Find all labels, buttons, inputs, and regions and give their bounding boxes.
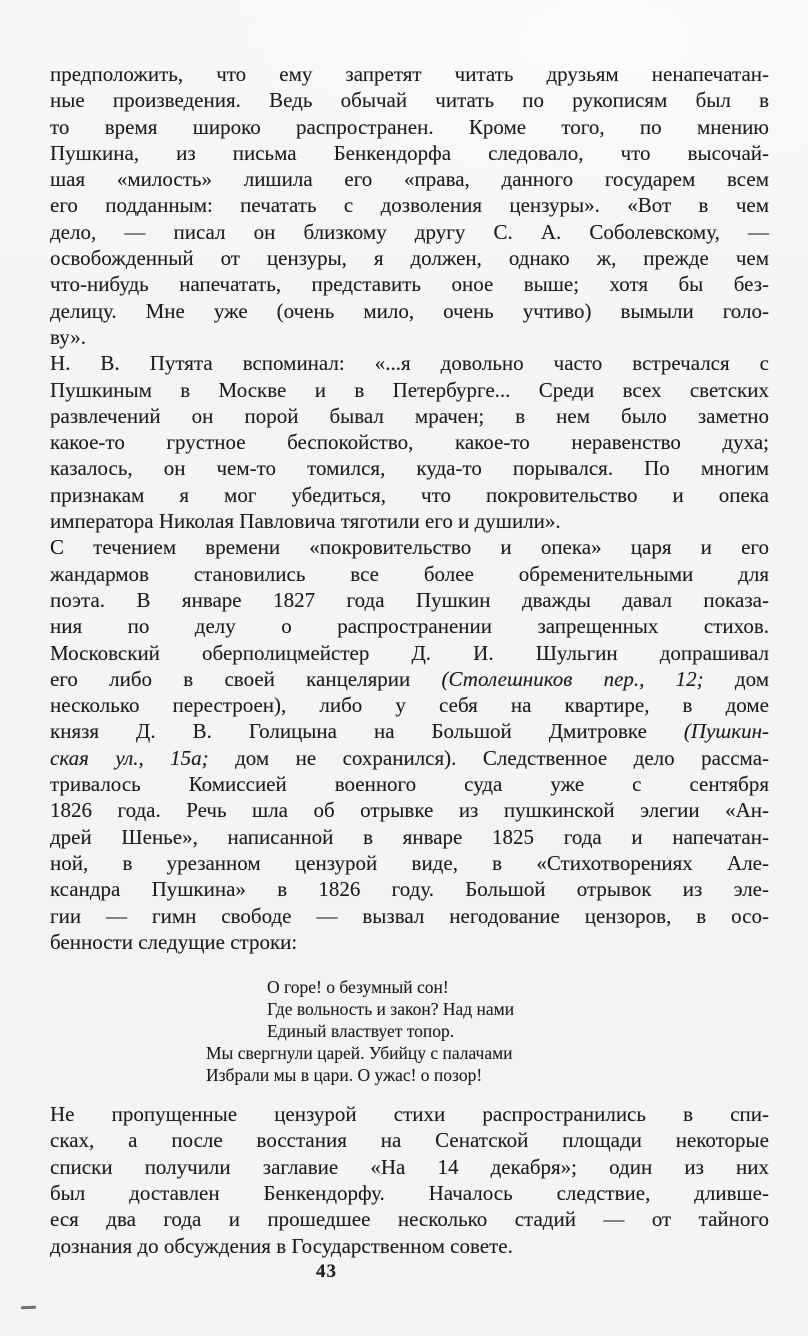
text-line	[50, 192, 769, 218]
text-line	[50, 771, 769, 797]
text-segment: Пушкиным в Москве и в Петербурге... Среди всех светских	[50, 377, 769, 402]
text-segment: дом не сохранился). Следственное дело рассма-	[208, 745, 770, 770]
italic-text-segment: (Столешников пер., 12;	[441, 666, 704, 691]
text-segment: несколько перестроен), либо у себя на квартире, в доме	[50, 693, 769, 718]
text-segment: какое-то грустное беспокойство, какое-то неравенство духа;	[50, 430, 769, 455]
text-line	[50, 613, 769, 639]
text-segment: 1826 года. Речь шла об отрывке из пушкинской элегии «Ан-	[50, 798, 769, 823]
paragraph-4	[50, 1101, 769, 1259]
text-segment: ния по делу о распространении запрещенных стихов.	[50, 614, 769, 639]
text-line	[50, 140, 769, 166]
text-line	[50, 114, 769, 140]
text-segment: гии — гимн свободе — вызвал негодование цензоров, в осо-	[50, 903, 769, 928]
verse-line	[206, 1020, 769, 1042]
text-segment: Мы свергнули царей. Убийцу с палачами	[206, 1043, 513, 1064]
text-line	[50, 350, 769, 376]
text-segment: Не пропущенные цензурой стихи распространились в спи-	[50, 1102, 769, 1127]
text-segment: предположить, что ему запретят читать друзьям ненапечатан-	[50, 62, 769, 86]
verse-block	[206, 976, 769, 1086]
text-segment: Московский оберполицмейстер Д. И. Шульгин допрашивал	[50, 640, 769, 665]
text-segment: поэта. В январе 1827 года Пушкин дважды давал показа-	[50, 587, 769, 612]
text-segment: Где вольность и закон? Над нами	[267, 999, 515, 1020]
text-line	[50, 876, 769, 902]
text-segment: О горе! о безумный сон!	[267, 977, 449, 998]
verse-line	[206, 998, 769, 1020]
text-segment: освобожденный от цензуры, я должен, однако ж, прежде чем	[50, 246, 769, 271]
italic-text-segment: (Пушкин-	[683, 719, 769, 744]
text-segment: жандармов становились все более обременительными для	[50, 561, 769, 586]
text-blocks	[50, 61, 769, 1259]
text-line	[50, 850, 769, 876]
text-segment: списки получили заглавие «На 14 декабря»; один из них	[50, 1154, 769, 1179]
scan-artifact-dash	[21, 1306, 36, 1310]
text-line	[50, 797, 769, 823]
text-line	[50, 1101, 769, 1127]
text-segment: шая «милость» лишила его «права, данного государем всем	[50, 167, 769, 192]
text-line	[50, 245, 769, 271]
text-segment: ные произведения. Ведь обычай читать по рукописям был в	[50, 88, 769, 113]
text-line	[50, 377, 769, 403]
text-line	[50, 745, 769, 771]
text-segment: признакам я мог убедиться, что покровительство и опека	[50, 482, 769, 507]
text-segment: еся два года и прошедшее несколько стадий — от тайного	[50, 1207, 769, 1232]
verse-line	[206, 1042, 769, 1064]
text-line	[50, 1180, 769, 1206]
text-segment: его подданным: печатать с дозволения цензуры». «Вот в чем	[50, 193, 769, 218]
paragraph-1	[50, 61, 769, 350]
text-segment: Единый властвует топор.	[267, 1021, 455, 1042]
text-line	[50, 324, 769, 350]
text-segment: что-нибудь напечатать, представить оное выше; хотя бы без-	[50, 272, 769, 297]
text-line	[50, 482, 769, 508]
paragraph-3	[50, 534, 769, 955]
text-segment: Избрали мы в цари. О ужас! о позор!	[206, 1065, 483, 1086]
text-line	[50, 561, 769, 587]
text-line	[50, 903, 769, 929]
verse-line	[206, 976, 769, 998]
text-line	[50, 534, 769, 560]
italic-text-segment: ская ул., 15а;	[50, 745, 209, 770]
text-segment: дело, — писал он близкому другу С. А. Соболевскому, —	[50, 219, 769, 244]
text-line	[50, 1233, 769, 1259]
verse-line	[206, 1064, 769, 1086]
text-line	[50, 1206, 769, 1232]
text-line	[50, 271, 769, 297]
text-line	[50, 166, 769, 192]
text-line	[50, 929, 769, 955]
text-line	[50, 692, 769, 718]
text-line	[50, 403, 769, 429]
paragraph-2	[50, 350, 769, 534]
text-line	[50, 429, 769, 455]
text-line	[50, 455, 769, 481]
text-segment: ной, в урезанном цензурой виде, в «Стихотворениях Але-	[50, 850, 769, 875]
text-segment: дом	[703, 666, 769, 691]
text-line	[50, 1127, 769, 1153]
text-line	[50, 587, 769, 613]
text-line	[50, 824, 769, 850]
text-line	[50, 87, 769, 113]
text-segment: князя Д. В. Голицына на Большой Дмитровке	[50, 719, 684, 744]
page-number: 43	[316, 1261, 337, 1282]
text-segment: ву».	[50, 324, 86, 349]
text-segment: Н. В. Путята вспоминал: «...я довольно часто встречался с	[50, 351, 769, 376]
text-segment: ксандра Пушкина» в 1826 году. Большой отрывок из эле-	[50, 877, 769, 902]
text-line	[50, 61, 769, 87]
text-segment: дрей Шенье», написанной в январе 1825 года и напечатан-	[50, 824, 769, 849]
text-line	[50, 640, 769, 666]
text-segment: императора Николая Павловича тяготили его и душили».	[50, 509, 561, 534]
text-line	[50, 666, 769, 692]
text-segment: тривалось Комиссией военного суда уже с сентября	[50, 772, 769, 797]
text-segment: делицу. Мне уже (очень мило, очень учтиво) вымыли голо-	[50, 298, 769, 323]
text-line	[50, 298, 769, 324]
text-segment: С течением времени «покровительство и опека» царя и его	[50, 535, 769, 560]
text-line	[50, 508, 769, 534]
text-segment: дознания до обсуждения в Государственном совете.	[50, 1233, 513, 1258]
text-segment: развлечений он порой бывал мрачен; в нем было заметно	[50, 403, 769, 428]
text-line	[50, 219, 769, 245]
text-line	[50, 718, 769, 744]
text-segment: сках, а после восстания на Сенатской площади некоторые	[50, 1128, 769, 1153]
text-column	[50, 61, 769, 1259]
text-segment: казалось, он чем-то томился, куда-то порывался. По многим	[50, 456, 769, 481]
text-segment: был доставлен Бенкендорфу. Началось следствие, дливше-	[50, 1180, 769, 1205]
text-segment: то время широко распространен. Кроме того, по мнению	[50, 114, 769, 139]
text-segment: Пушкина, из письма Бенкендорфа следовало, что высочай-	[50, 140, 769, 165]
text-segment: его либо в своей канцелярии	[50, 666, 442, 691]
text-line	[50, 1154, 769, 1180]
text-segment: бенности следущие строки:	[50, 929, 298, 954]
